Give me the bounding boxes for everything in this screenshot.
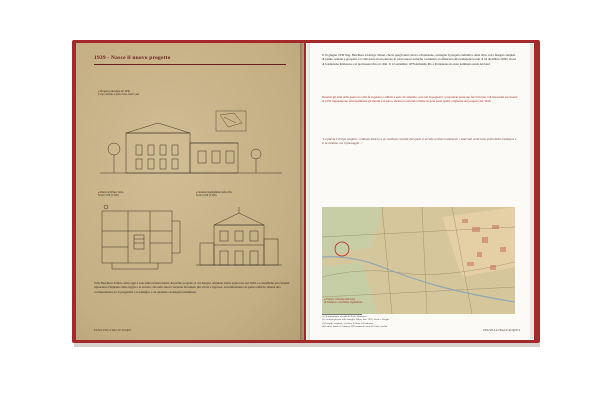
footnote-2: (2) Archivio privato della famiglia Tallon, fasc. 1939, lettere e disegni.: [322, 318, 390, 322]
figure1-caption-line2: Corpo centrale e piano terra, fianco sud: [98, 93, 139, 96]
figure2-caption-line1: Pianta del Piano Terra,: [100, 191, 124, 194]
figure3-caption-line1: Sezione longitudinale della villa: [198, 191, 232, 194]
right-quote: [322, 137, 518, 146]
footnote-1: (1) Testimonianza raccolta da Paolo Baschiera.: [322, 315, 367, 318]
footnotes: [322, 315, 518, 329]
map-caption-line2: di Tolmezzo e del fiume Tagliamento: [324, 301, 363, 304]
figure1-caption-line1: Progetto principale del 1939: [100, 90, 130, 93]
footnote-4: (4) Lettera datata 16 febbraio 1939 scritta da Arch. Di Carlo, inedita.: [322, 325, 388, 329]
bullet-icon: ●: [324, 298, 326, 301]
quote-paragraph: "La pianta è di tipo semplice, ordinata intorno a un vestibolo centrale dal quale si accede ai diversi ambienti; i materiali scelti sono quelli della tradizione e si accordano con il paesaggio...": [322, 137, 517, 146]
figure3-caption-line2: Scala 1:100 (1/100): [196, 194, 217, 197]
right-body-paragraph2: [322, 95, 518, 104]
book-gutter: [300, 43, 310, 340]
running-head: 1939 - Nasce il nuovo progetto: [94, 55, 171, 61]
book-shadow: [74, 343, 540, 347]
bullet-icon: ●: [98, 191, 100, 194]
left-page: [76, 43, 304, 340]
elevation-drawing: [96, 109, 286, 187]
left-page-footer: 8 UNA VILLA TRA LE ACQUE: [94, 329, 132, 332]
figure2-caption: [98, 191, 158, 197]
floor-plan-drawing: [98, 203, 184, 275]
bullet-icon: ●: [196, 191, 198, 194]
bullet-icon: ●: [98, 90, 100, 93]
right-body-paragraph1: [322, 53, 518, 66]
left-body-paragraph: Villa Baschiera Tallon com'è oggi è nata dalla rielaborazione del primo progetto, il cui disegno originale venne approvato nel 1939. Le modifiche più evidenti riguardano l'impianto della loggia e la torretta, che nella nuova versione divennero più sobrie e rigorose. A testimonianza di questo edificio rimane una corrispondenza tra il progettista e la famiglia, e un quaderno di disegni preliminari.: [94, 281, 290, 294]
map-caption-line1: Estratto catastale della zona: [326, 298, 356, 301]
figure1-caption: [98, 90, 168, 96]
left-body-text: [94, 281, 290, 294]
page-edges: [530, 44, 534, 339]
paragraph-1: Il 16 giugno 1939 l'ing. Baschiera ad Artigo Tallon, che in quegli anni viveva a Pordenone, consegnò il progetto definitivo della villa, con i disegni completi di piante, sezioni e prospetti. La villa nasce in un periodo in cui le nuove tecniche costruttive si affiancano alla tradizione locale. Il 16 dicembre 1939 i lavori di fondazione iniziarono e si protrassero fino al 1941. Il 12 settembre 1978 Armando Pio a Pordenone era stato nominato erede dei beni.: [322, 53, 517, 66]
open-book: [72, 40, 540, 343]
figure2-caption-line2: Scala 1:100 (1/100): [98, 194, 119, 197]
section-drawing: [194, 203, 284, 275]
paragraph-2: Durante gli anni della guerra la villa fu requisita e adibita a sede di comando; solo nel dopoguerra i proprietari poterono farvi ritorno. Gli interventi successivi al 1950 riguardarono principalmente gli interni e il parco, mentre la struttura rimase in gran parte quella originaria del progetto del 1939.: [322, 95, 518, 104]
right-page-footer: UNA VILLA TRA LE ACQUE 9: [482, 329, 520, 332]
map-caption-visible: [324, 298, 414, 304]
footnote-3: (3) Progetto originale, Archivio di Stato di Pordenone.: [322, 321, 374, 325]
figure3-caption: [196, 191, 276, 197]
right-page: [306, 43, 534, 340]
header-rule: [94, 64, 286, 65]
